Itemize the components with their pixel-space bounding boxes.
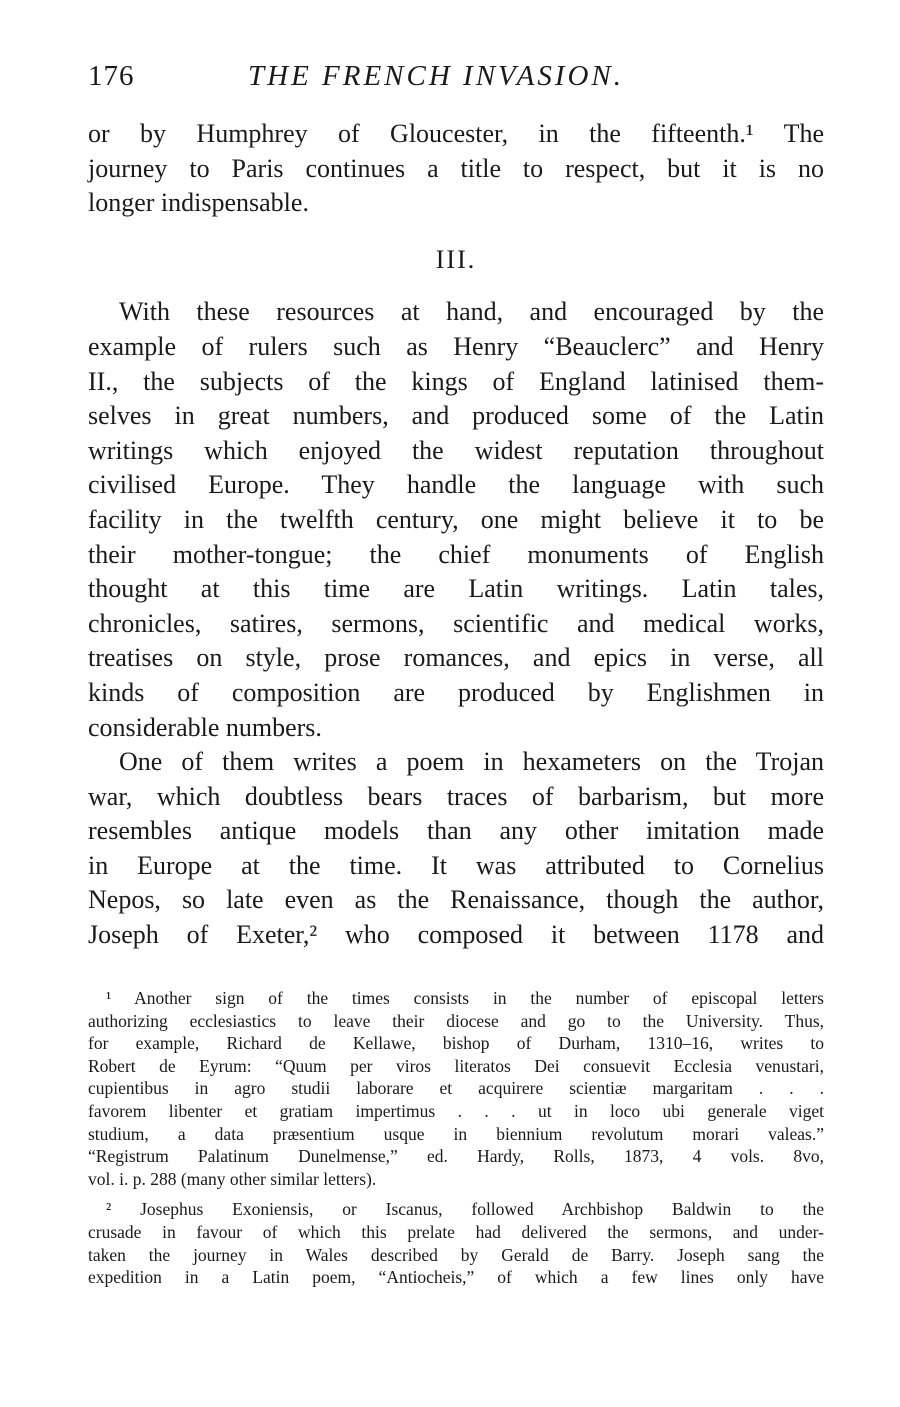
continuation-paragraph <box>88 117 824 221</box>
text-line: selves in great numbers, and produced some of the Latin <box>88 401 824 431</box>
footnote-gap <box>88 1190 824 1198</box>
footnote-line: ² Josephus Exoniensis, or Iscanus, followed Archbishop Baldwin to the <box>106 1199 824 1220</box>
page-number: 176 <box>88 60 135 92</box>
text-line: war, which doubtless bears traces of barbarism, but more <box>88 781 824 811</box>
footnote-2 <box>88 1198 824 1288</box>
footnote-line: “Registrum Palatinum Dunelmense,” ed. Hardy, Rolls, 1873, 4 vols. 8vo, <box>88 1146 824 1167</box>
text-line: thought at this time are Latin writings. Latin tales, <box>88 574 824 604</box>
section-heading: III. <box>435 244 477 274</box>
text-line: civilised Europe. They handle the language with such <box>88 470 824 500</box>
text-line: treatises on style, prose romances, and epics in verse, all <box>88 643 824 673</box>
footnote-line: cupientibus in agro studii laborare et acquirere scientiæ margaritam . . . <box>88 1078 824 1099</box>
footnote-line: for example, Richard de Kellawe, bishop of Durham, 1310–16, writes to <box>88 1033 824 1054</box>
text-line: Joseph of Exeter,² who composed it between 1178 and <box>88 920 824 950</box>
text-line: One of them writes a poem in hexameters on the Trojan <box>119 747 824 777</box>
footnote-line: ¹ Another sign of the times consists in the number of episcopal letters <box>106 988 824 1008</box>
footnote-line: expedition in a Latin poem, “Antiocheis,” of which a few lines only have <box>88 1267 824 1288</box>
footnote-line: taken the journey in Wales described by Gerald de Barry. Joseph sang the <box>88 1244 824 1265</box>
footnote-line: crusade in favour of which this prelate had delivered the sermons, and under- <box>88 1221 824 1242</box>
paragraph-1 <box>88 295 824 745</box>
text-line: facility in the twelfth century, one might believe it to be <box>88 504 824 534</box>
text-line: longer indispensable. <box>88 188 309 218</box>
running-head <box>88 60 828 100</box>
text-line: example of rulers such as Henry “Beauclerc” and Henry <box>88 331 824 361</box>
footnote-line: authorizing ecclesiastics to leave their diocese and go to the University. Thus, <box>88 1010 824 1031</box>
body-text <box>88 117 824 953</box>
text-line: considerable numbers. <box>88 712 322 742</box>
text-line: resembles antique models than any other imitation made <box>88 816 824 846</box>
footnote-line: Robert de Eyrum: “Quum per viros literatos Dei consuevit Ecclesia venustari, <box>88 1055 824 1076</box>
paragraph-2 <box>88 745 824 953</box>
footnote-line: favorem libenter et gratiam impertimus . . . ut in loco ubi generale viget <box>88 1100 824 1121</box>
footnotes <box>88 987 824 1289</box>
running-title: THE FRENCH INVASION. <box>248 60 625 92</box>
text-line: their mother-tongue; the chief monuments of English <box>88 539 824 569</box>
footnote-1 <box>88 987 824 1190</box>
text-line: II., the subjects of the kings of England latinised them- <box>88 366 824 396</box>
text-line: in Europe at the time. It was attributed to Cornelius <box>88 850 824 880</box>
text-line: or by Humphrey of Gloucester, in the fifteenth.¹ The <box>88 119 824 148</box>
text-line: With these resources at hand, and encouraged by the <box>119 297 824 327</box>
footnote-line: studium, a data præsentium usque in biennium revolutum morari valeas.” <box>88 1123 824 1144</box>
footnote-line: vol. i. p. 288 (many other similar letters). <box>88 1168 377 1189</box>
text-line: chronicles, satires, sermons, scientific and medical works, <box>88 608 824 638</box>
text-line: journey to Paris continues a title to respect, but it is no <box>88 153 824 183</box>
text-line: Nepos, so late even as the Renaissance, though the author, <box>88 885 824 915</box>
text-line: kinds of composition are produced by Englishmen in <box>88 677 824 707</box>
text-line: writings which enjoyed the widest reputation throughout <box>88 435 824 465</box>
